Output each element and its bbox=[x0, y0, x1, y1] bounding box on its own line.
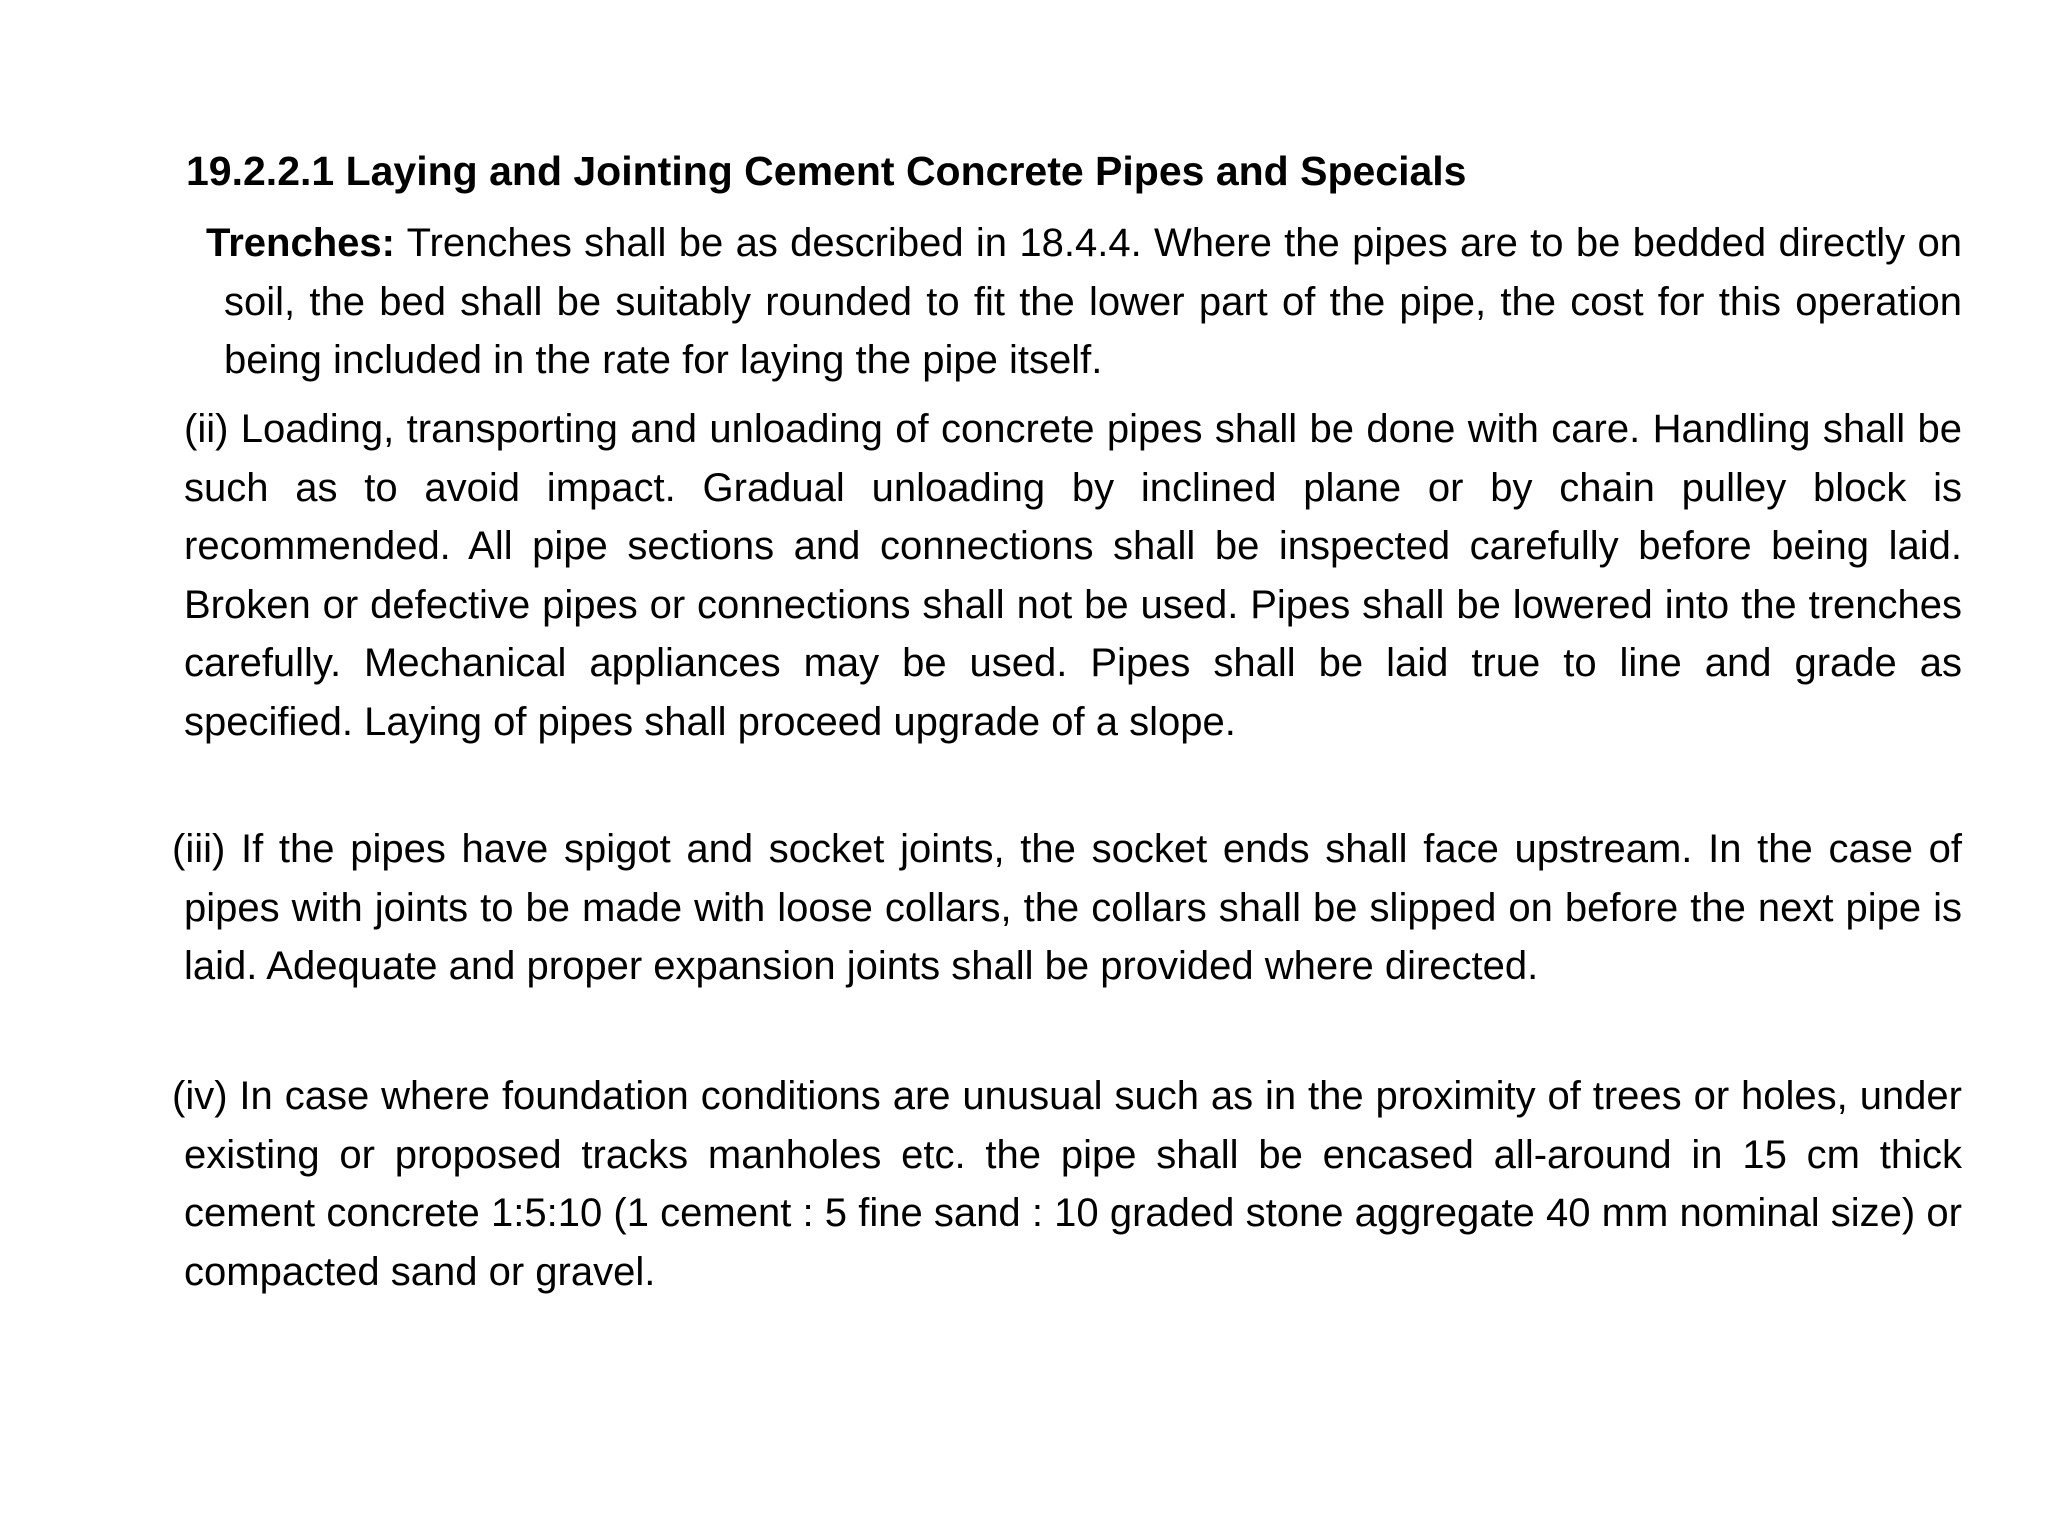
section-heading: 19.2.2.1 Laying and Jointing Cement Concrete Pipes and Specials bbox=[186, 148, 1467, 194]
paragraph-trenches bbox=[206, 214, 1962, 390]
trenches-text: Trenches shall be as described in 18.4.4. Where the pipes are to be bedded directly on soil, the bed shall be suitably rounded to fit the lower part of the pipe, the cost for this operation being included in the rate for laying the pipe itself. bbox=[224, 221, 1962, 382]
trenches-label: Trenches: bbox=[206, 221, 395, 265]
paragraph-item-iv: (iv) In case where foundation conditions are unusual such as in the proximity of trees or holes, under existing or proposed tracks manholes etc. the pipe shall be encased all-around in 15 cm thick cement concrete 1:5:10 (1 cement : 5 fine sand : 10 graded stone aggregate 40 mm nominal size) or compacted sand or gravel. bbox=[172, 1074, 1962, 1294]
paragraph-item-iii: (iii) If the pipes have spigot and socket joints, the socket ends shall face upstream. In the case of pipes with joints to be made with loose collars, the collars shall be slipped on before the next pipe is laid. Adequate and proper expansion joints shall be provided where directed. bbox=[172, 827, 1962, 988]
paragraph-item-ii: (ii) Loading, transporting and unloading of concrete pipes shall be done with care. Handling shall be such as to avoid impact. Gradual unloading by inclined plane or by chain pulley block is recommended. All pipe sections and connections shall be inspected carefully before being laid. Broken or defective pipes or connections shall not be used. Pipes shall be lowered into the trenches carefully. Mechanical appliances may be used. Pipes shall be laid true to line and grade as specified. Laying of pipes shall proceed upgrade of a slope. bbox=[184, 407, 1962, 744]
